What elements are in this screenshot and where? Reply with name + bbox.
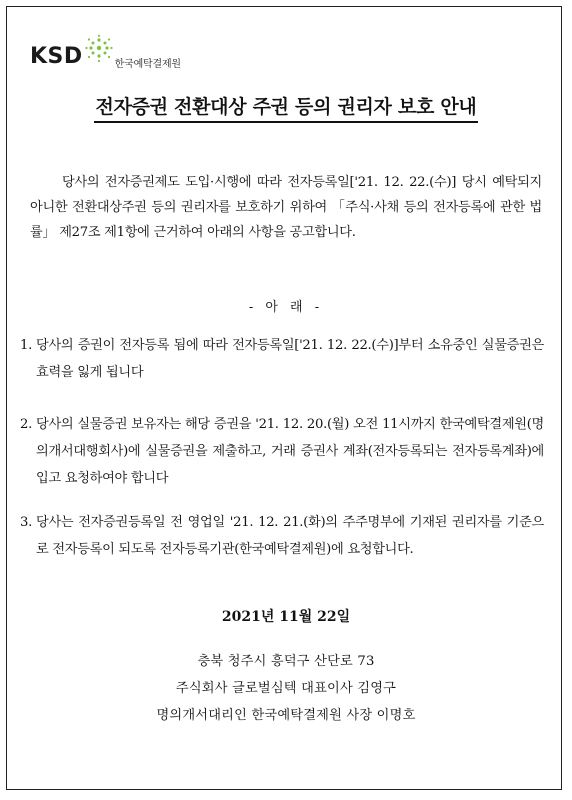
document-title-wrap	[0, 92, 572, 123]
list-item-number: 3.	[20, 515, 32, 530]
section-header: - 아 래 -	[248, 300, 324, 315]
logo-company-name: 한국예탁결제원	[114, 58, 181, 70]
ksd-logo	[30, 36, 181, 76]
sparkle-icon	[85, 34, 113, 66]
list-item	[20, 332, 544, 386]
intro-paragraph: 당사의 전자증권제도 도입·시행에 따라 전자등록일['21. 12. 22.(수)] 당시 예탁되지 아니한 전환대상주권 등의 권리자를 보호하기 위하여 「주식·사채 등의 전자등록에 관한 법률」 제27조 제1항에 근거하여 아래의 사항을 공고합니다.	[30, 175, 542, 240]
list-item	[20, 411, 544, 492]
footer-company: 주식회사 글로벌심텍 대표이사 김영구	[175, 681, 397, 696]
logo-abbr: KSD	[30, 43, 83, 69]
document-border	[6, 6, 562, 790]
list-item-text: 당사의 실물증권 보유자는 해당 증권을 '21. 12. 20.(월) 오전 11시까지 한국예탁결제원(명의개서대행회사)에 실물증권을 제출하고, 거래 증권사 계좌(전자등록되는 전자등록계좌)에 입고 요청하여야 합니다	[36, 417, 544, 486]
footer-agent: 명의개서대리인 한국예탁결제원 사장 이명호	[156, 708, 416, 723]
list-item-text: 당사는 전자증권등록일 전 영업일 '21. 12. 21.(화)의 주주명부에 기재된 권리자를 기준으로 전자등록이 되도록 전자등록기관(한국예탁결제원)에 요청합니다.	[36, 515, 544, 557]
list-item-text: 당사의 증권이 전자등록 됨에 따라 전자등록일['21. 12. 22.(수)]부터 소유중인 실물증권은 효력을 잃게 됩니다	[36, 338, 544, 380]
list-item-number: 1.	[20, 338, 32, 353]
list-item	[20, 509, 544, 563]
footer-address: 충북 청주시 흥덕구 산단로 73	[197, 654, 375, 669]
notice-date: 2021년 11월 22일	[221, 609, 351, 625]
list-item-number: 2.	[20, 417, 32, 432]
document-title: 전자증권 전환대상 주권 등의 권리자 보호 안내	[94, 92, 479, 123]
